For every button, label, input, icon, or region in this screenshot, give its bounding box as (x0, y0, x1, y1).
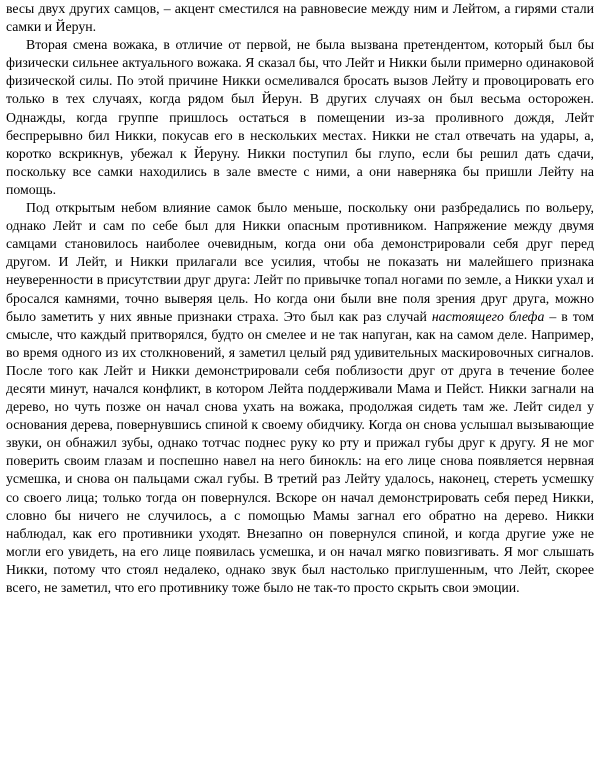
paragraph-2: Вторая смена вожака, в отличие от первой, не была вызвана претендентом, который был бы физически сильнее актуального вожака. Я сказал бы, что Лейт и Никки были примерно одинаковой физической силы. По этой причине Никки осмеливался бросать вызов Лейту и провоцировать его только в тех случаях, когда рядом был Йерун. В других случаях он был весьма осторожен. Однажды, когда группе пришлось остаться в помещении из-за проливного дождя, Лейт беспрерывно бил Никки, покусав его в нескольких местах. Никки не стал отвечать на удары, а, коротко вскрикнув, убежал к Йеруну. Никки поступил бы глупо, если бы решил дать сдачи, поскольку все самки находились в зале вместе с ними, а они наверняка бы пришли Лейту на помощь. (6, 37, 594, 197)
paragraph-3-emphasis: настоящего блефа (431, 308, 545, 324)
paragraph-3-text-before: Под открытым небом влияние самок было меньше, поскольку они разбредались по вольеру, однако Лейт и сам по себе был для Никки опасным противником. Напряжение между двумя самцами становилось наиболее очевидным, когда они оба демонстрировали себя друг перед другом. И Лейт, и Никки прилагали все усилия, чтобы не показать ни малейшего признака неуверенности в присутствии друг друга: Лейт по привычке топал ногами по земле, а Никки ухал и бросался камнями, точно выверяя цель. Но когда они были вне поля зрения друг друга, можно было заметить у них явные признаки страха. Это был как раз случай (6, 200, 594, 324)
paragraph-1: весы двух других самцов, – акцент сместился на равновесие между ним и Лейтом, а гирями стали самки и Йерун. (6, 1, 594, 35)
paragraph-3-text-after: – в том смысле, что каждый притворялся, будто он смелее и не так напуган, как на самом деле. Например, во время одного из их столкновений, я заметил целый ряд удивительных маскировочных сигналов. После того как Лейт и Никки демонстрировали себя поблизости друг от друга в течение более десяти минут, начался конфликт, в котором Лейта поддерживали Мама и Пейст. Никки загнали на дерево, но чуть позже он начал снова ухать на вожака, продолжая сидеть там же. Лейт сидел у основания дерева, повернувшись спиной к своему обидчику. Когда он снова услышал вызывающие звуки, он обнажил зубы, однако тотчас поднес руку ко рту и прижал губы друг к другу. Я не мог поверить своим глазам и поспешно навел на него бинокль: на его лице снова появляется нервная усмешка, и снова он пальцами сжал губы. В третий раз Лейту удалось, наконец, стереть усмешку со своего лица; только тогда он повернулся. Вскоре он начал демонстрировать себя перед Никки, словно бы ничего не случилось, а с помощью Мамы загнал его обратно на дерево. Никки наблюдал, как его противники уходят. Внезапно он повернулся спиной, и когда другие уже не могли его увидеть, на его лице появилась усмешка, и он начал мягко повизгивать. Я мог слышать Никки, потому что стоял недалеко, однако звук был настолько приглушенным, что Лейт, скорее всего, не заметил, что его противнику тоже было не так-то просто скрыть свои эмоции. (6, 308, 594, 595)
document-page (6, 0, 594, 597)
paragraph-3 (6, 199, 594, 597)
